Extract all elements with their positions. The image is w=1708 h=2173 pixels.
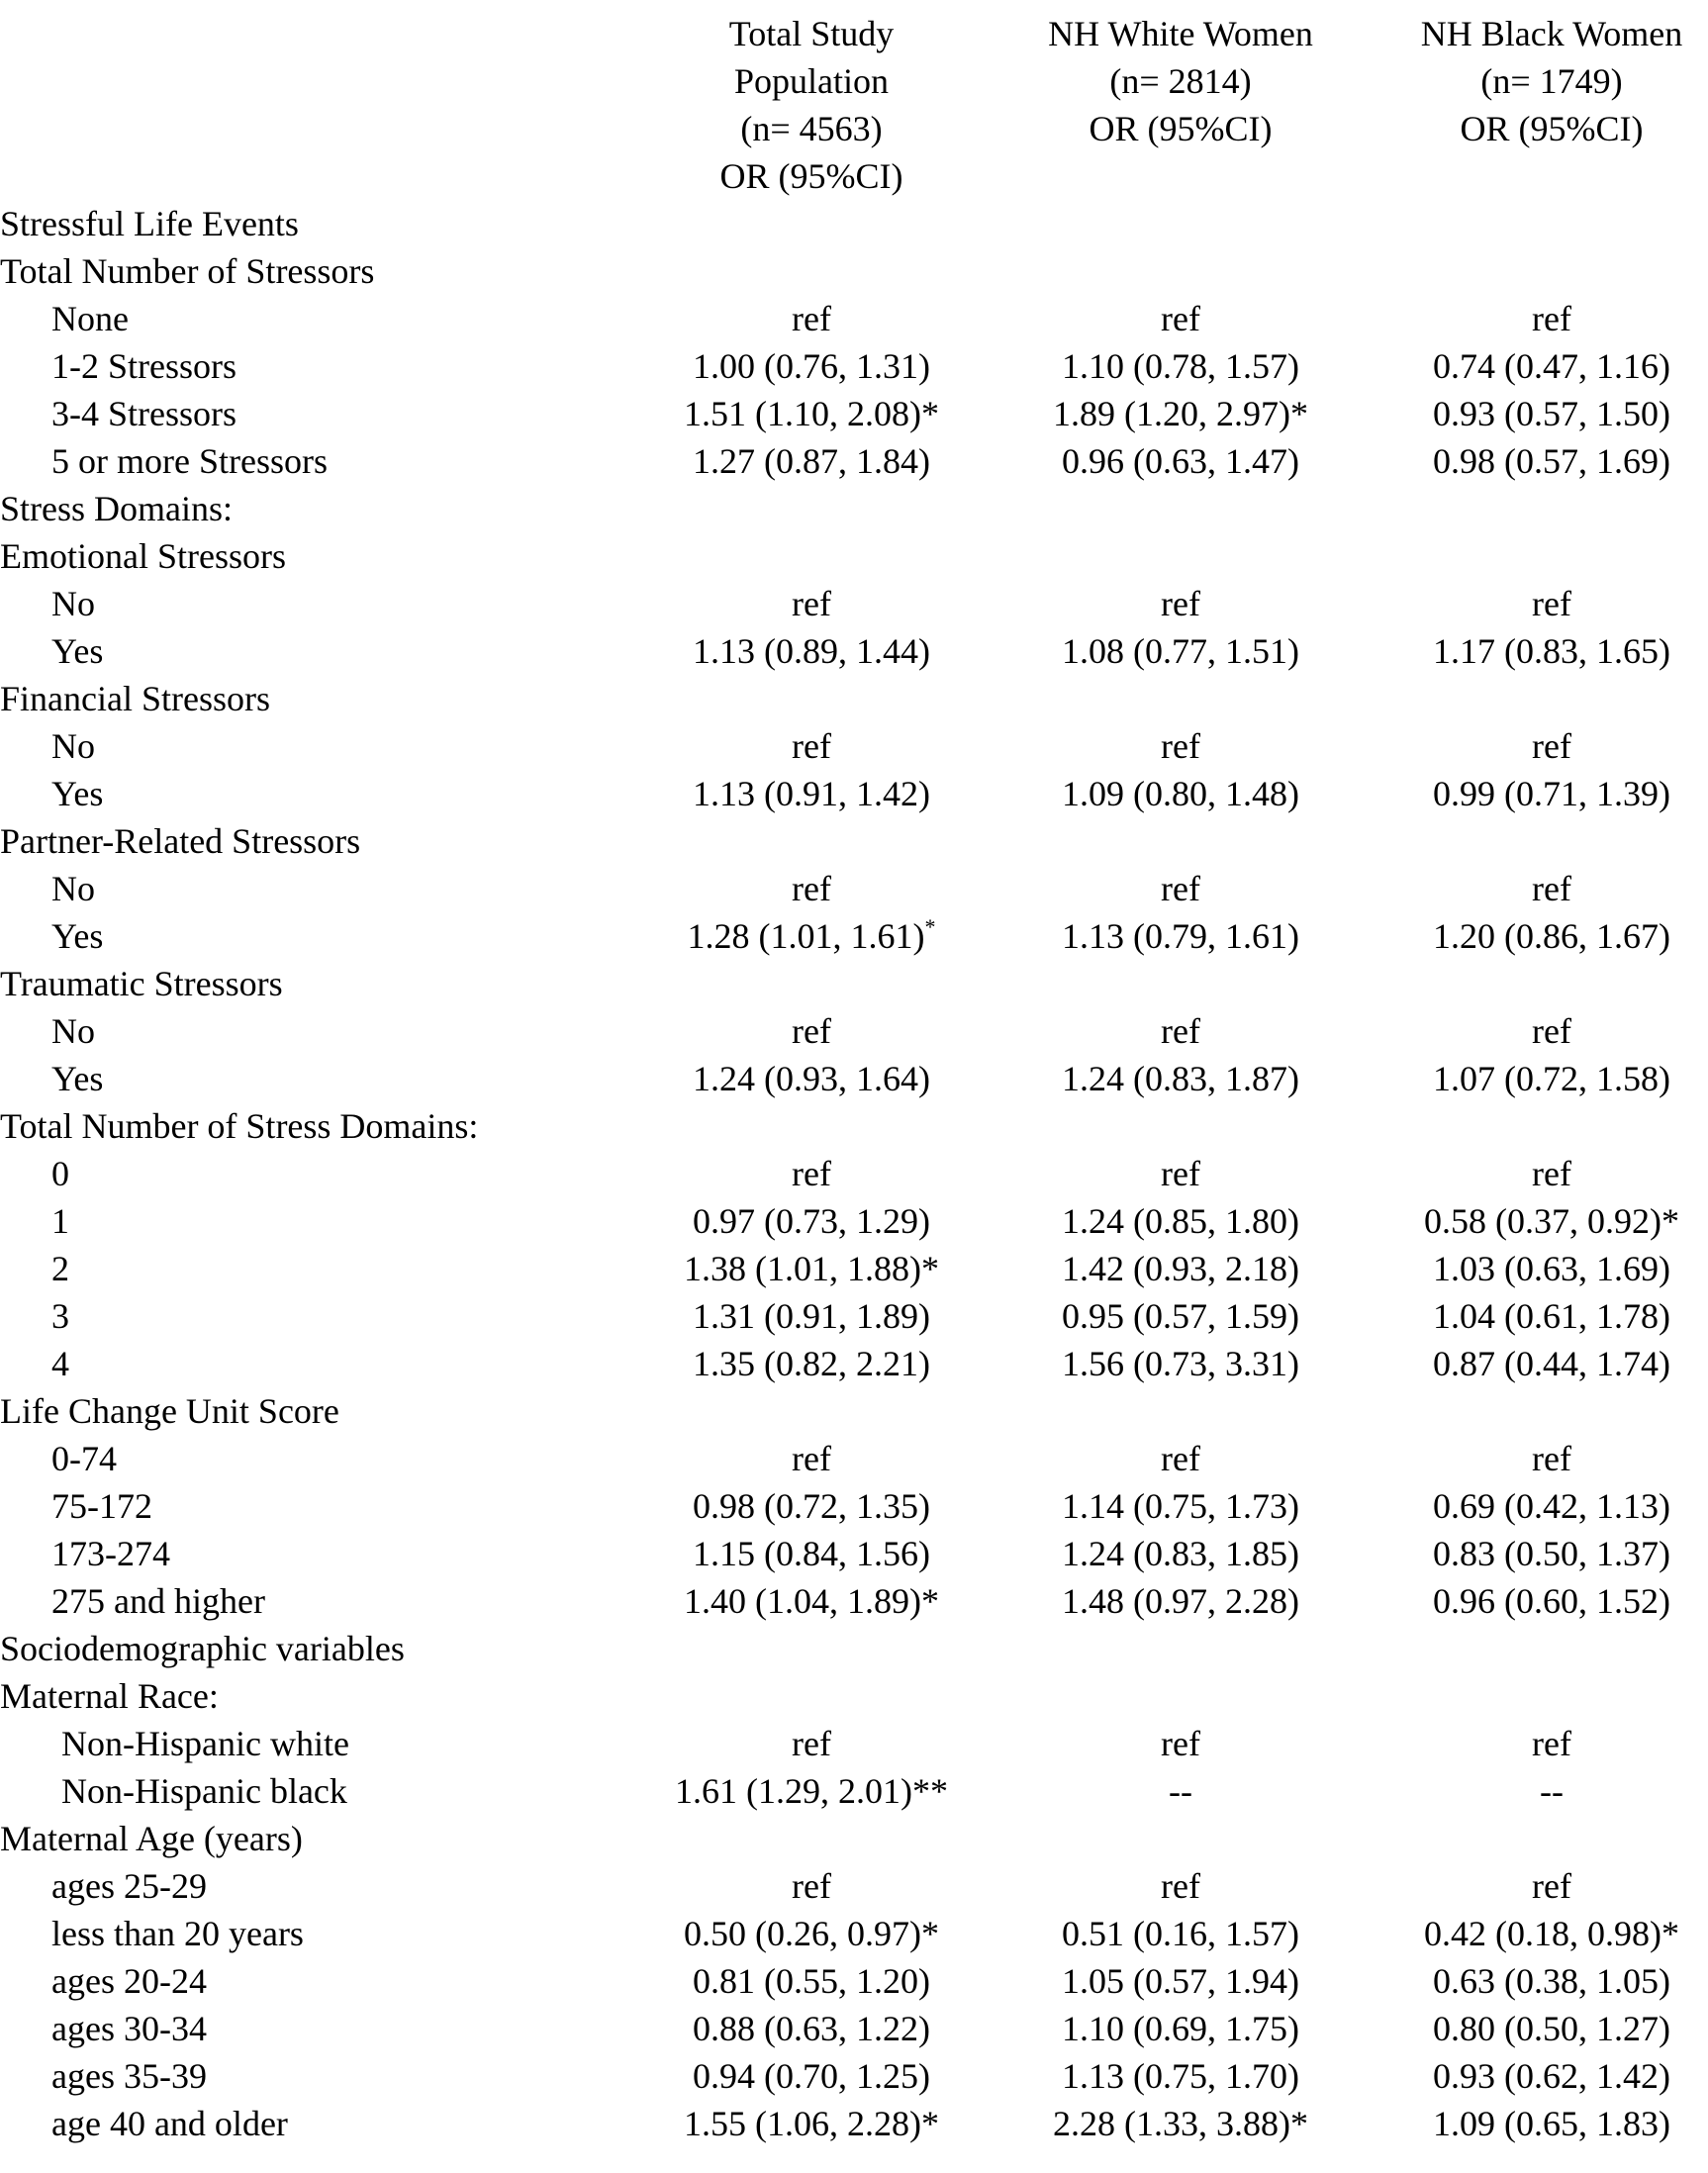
odds-ratio-text: ref xyxy=(1532,1154,1571,1193)
cell-value xyxy=(973,342,1388,390)
cell-value xyxy=(973,580,1388,627)
row-label: Stressful Life Events xyxy=(0,204,299,243)
odds-ratio-text: ref xyxy=(1532,584,1571,623)
section-heading-row xyxy=(0,532,1708,580)
odds-ratio-text: 1.08 (0.77, 1.51) xyxy=(1062,631,1299,671)
table-row xyxy=(0,1577,1708,1625)
row-label: Partner-Related Stressors xyxy=(0,821,361,861)
cell-value xyxy=(973,2005,1388,2052)
row-label: 0 xyxy=(51,1154,69,1193)
odds-ratio-text: 0.50 (0.26, 0.97)* xyxy=(684,1914,939,1953)
cell-value xyxy=(604,1577,1019,1625)
odds-ratio-text: 1.17 (0.83, 1.65) xyxy=(1433,631,1670,671)
odds-ratio-text: ref xyxy=(1161,1866,1200,1906)
odds-ratio-text: 1.24 (0.85, 1.80) xyxy=(1062,1201,1299,1241)
row-label: 3-4 Stressors xyxy=(51,394,237,433)
odds-ratio-text: ref xyxy=(792,869,831,908)
odds-ratio-text: 0.94 (0.70, 1.25) xyxy=(693,2056,930,2096)
odds-ratio-text: 0.99 (0.71, 1.39) xyxy=(1433,774,1670,813)
table-row xyxy=(0,1292,1708,1340)
cell-value xyxy=(973,1957,1388,2005)
cell-value xyxy=(604,1910,1019,1957)
row-label: Stress Domains: xyxy=(0,489,234,528)
odds-ratio-text: 1.09 (0.65, 1.83) xyxy=(1433,2104,1670,2143)
odds-ratio-text: 1.20 (0.86, 1.67) xyxy=(1433,916,1670,956)
table-row xyxy=(0,770,1708,817)
odds-ratio-text: 1.13 (0.79, 1.61) xyxy=(1062,916,1299,956)
cell-value xyxy=(973,1767,1388,1815)
cell-value xyxy=(1344,1957,1708,2005)
section-heading-row xyxy=(0,1815,1708,1862)
cell-value xyxy=(973,2052,1388,2100)
cell-value xyxy=(604,2100,1019,2147)
cell-value xyxy=(1344,437,1708,485)
cell-value xyxy=(604,1245,1019,1292)
table-row xyxy=(0,1530,1708,1577)
odds-ratio-text: 1.09 (0.80, 1.48) xyxy=(1062,774,1299,813)
odds-ratio-text: 0.51 (0.16, 1.57) xyxy=(1062,1914,1299,1953)
odds-ratio-text: 1.27 (0.87, 1.84) xyxy=(693,441,930,481)
odds-ratio-text: 0.96 (0.63, 1.47) xyxy=(1062,441,1299,481)
odds-ratio-text: 1.00 (0.76, 1.31) xyxy=(693,346,930,386)
odds-ratio-text: 1.61 (1.29, 2.01)** xyxy=(675,1771,948,1811)
row-label: age 40 and older xyxy=(51,2104,288,2143)
row-label: Financial Stressors xyxy=(0,679,270,718)
cell-value xyxy=(1344,1245,1708,1292)
odds-ratio-text: 1.07 (0.72, 1.58) xyxy=(1433,1059,1670,1098)
cell-value xyxy=(604,2052,1019,2100)
odds-ratio-text: 0.98 (0.72, 1.35) xyxy=(693,1486,930,1526)
cell-value xyxy=(1344,295,1708,342)
cell-value xyxy=(973,1577,1388,1625)
cell-value xyxy=(1344,390,1708,437)
odds-ratio-text: 1.24 (0.93, 1.64) xyxy=(693,1059,930,1098)
cell-value xyxy=(604,1150,1019,1197)
section-heading-row xyxy=(0,485,1708,532)
cell-value xyxy=(1344,1577,1708,1625)
odds-ratio-text: 1.24 (0.83, 1.87) xyxy=(1062,1059,1299,1098)
row-label: Total Number of Stressors xyxy=(0,251,375,291)
row-label: Yes xyxy=(51,631,104,671)
odds-ratio-text: ref xyxy=(792,726,831,766)
row-label: No xyxy=(51,869,95,908)
cell-value xyxy=(973,1720,1388,1767)
section-heading-row xyxy=(0,1672,1708,1720)
odds-ratio-text: ref xyxy=(792,299,831,338)
cell-value xyxy=(604,1957,1019,2005)
cell-value xyxy=(1344,627,1708,675)
odds-ratio-text: 0.81 (0.55, 1.20) xyxy=(693,1961,930,2001)
table-row xyxy=(0,865,1708,912)
table-row xyxy=(0,2005,1708,2052)
cell-value xyxy=(1344,1720,1708,1767)
row-label: No xyxy=(51,726,95,766)
odds-ratio-text: 1.10 (0.69, 1.75) xyxy=(1062,2009,1299,2048)
header-line: Population xyxy=(733,61,889,101)
odds-ratio-text: 1.13 (0.89, 1.44) xyxy=(693,631,930,671)
odds-ratio-text: 1.03 (0.63, 1.69) xyxy=(1433,1249,1670,1288)
cell-value xyxy=(1344,1435,1708,1482)
odds-ratio-text: 1.55 (1.06, 2.28)* xyxy=(684,2104,939,2143)
cell-value xyxy=(973,1482,1388,1530)
section-heading-row xyxy=(0,200,1708,247)
odds-ratio-text: 1.51 (1.10, 2.08)* xyxy=(684,394,939,433)
header-line: (n= 1749) xyxy=(1480,61,1623,101)
cell-value xyxy=(1344,2052,1708,2100)
row-label: Total Number of Stress Domains: xyxy=(0,1106,479,1146)
odds-ratio-text: 1.05 (0.57, 1.94) xyxy=(1062,1961,1299,2001)
table-row xyxy=(0,1767,1708,1815)
odds-ratio-text: 0.83 (0.50, 1.37) xyxy=(1433,1534,1670,1573)
cell-value xyxy=(973,1007,1388,1055)
column-header-nh-white xyxy=(983,10,1378,152)
cell-value xyxy=(604,912,1019,960)
odds-ratio-text: ref xyxy=(1161,1724,1200,1763)
cell-value xyxy=(604,722,1019,770)
cell-value xyxy=(973,1910,1388,1957)
table-row xyxy=(0,437,1708,485)
row-label: Maternal Race: xyxy=(0,1676,219,1716)
cell-value xyxy=(604,295,1019,342)
cell-value xyxy=(1344,580,1708,627)
cell-value xyxy=(973,1530,1388,1577)
cell-value xyxy=(973,1055,1388,1102)
header-line: Total Study xyxy=(728,14,895,53)
cell-value xyxy=(973,1862,1388,1910)
odds-ratio-text: 1.42 (0.93, 2.18) xyxy=(1062,1249,1299,1288)
odds-ratio-text: 0.95 (0.57, 1.59) xyxy=(1062,1296,1299,1336)
table-row xyxy=(0,1007,1708,1055)
odds-ratio-text: 1.28 (1.01, 1.61) xyxy=(687,916,925,956)
odds-ratio-text: 0.63 (0.38, 1.05) xyxy=(1433,1961,1670,2001)
odds-ratio-text: 0.74 (0.47, 1.16) xyxy=(1433,346,1670,386)
row-label: ages 30-34 xyxy=(51,2009,207,2048)
table-row xyxy=(0,1150,1708,1197)
odds-ratio-text: 1.56 (0.73, 3.31) xyxy=(1062,1344,1299,1383)
cell-value xyxy=(1344,1482,1708,1530)
row-label: No xyxy=(51,584,95,623)
cell-value xyxy=(1344,770,1708,817)
odds-ratio-text: 0.88 (0.63, 1.22) xyxy=(693,2009,930,2048)
table-row xyxy=(0,1720,1708,1767)
odds-ratio-text: 0.87 (0.44, 1.74) xyxy=(1433,1344,1670,1383)
odds-ratio-text: -- xyxy=(1169,1771,1192,1811)
significance-marker: * xyxy=(924,914,936,939)
row-label: None xyxy=(51,299,129,338)
odds-ratio-text: 0.42 (0.18, 0.98)* xyxy=(1424,1914,1679,1953)
header-line: NH White Women xyxy=(1048,14,1313,53)
row-label: 0-74 xyxy=(51,1439,117,1478)
cell-value xyxy=(1344,2100,1708,2147)
cell-value xyxy=(604,390,1019,437)
table-row xyxy=(0,1197,1708,1245)
odds-ratio-text: 1.13 (0.91, 1.42) xyxy=(693,774,930,813)
header-line: (n= 2814) xyxy=(1109,61,1252,101)
column-header-total xyxy=(614,10,1009,200)
cell-value xyxy=(973,1292,1388,1340)
row-label: 2 xyxy=(51,1249,69,1288)
header-line: OR (95%CI) xyxy=(1089,109,1273,148)
odds-ratio-text: 0.80 (0.50, 1.27) xyxy=(1433,2009,1670,2048)
row-label: Non-Hispanic white xyxy=(61,1724,349,1763)
odds-ratio-text: ref xyxy=(1532,299,1571,338)
odds-ratio-text: ref xyxy=(1161,299,1200,338)
row-label: Life Change Unit Score xyxy=(0,1391,339,1431)
row-label: Yes xyxy=(51,916,104,956)
table-row xyxy=(0,1435,1708,1482)
cell-value xyxy=(604,627,1019,675)
cell-value xyxy=(1344,1340,1708,1387)
row-label: ages 25-29 xyxy=(51,1866,207,1906)
cell-value xyxy=(1344,1862,1708,1910)
row-label: 75-172 xyxy=(51,1486,152,1526)
cell-value xyxy=(1344,1150,1708,1197)
cell-value xyxy=(973,1197,1388,1245)
cell-value xyxy=(604,1720,1019,1767)
row-label: Non-Hispanic black xyxy=(61,1771,347,1811)
cell-value xyxy=(604,1767,1019,1815)
odds-ratio-text: ref xyxy=(792,584,831,623)
cell-value xyxy=(1344,722,1708,770)
cell-value xyxy=(604,1292,1019,1340)
cell-value xyxy=(1344,1530,1708,1577)
odds-ratio-text: 0.58 (0.37, 0.92)* xyxy=(1424,1201,1679,1241)
odds-ratio-text: 1.35 (0.82, 2.21) xyxy=(693,1344,930,1383)
table-row xyxy=(0,342,1708,390)
row-label: 275 and higher xyxy=(51,1581,265,1621)
row-label: Yes xyxy=(51,1059,104,1098)
cell-value xyxy=(973,2100,1388,2147)
table-row xyxy=(0,1862,1708,1910)
odds-ratio-text: ref xyxy=(1161,1011,1200,1051)
odds-ratio-text: 0.98 (0.57, 1.69) xyxy=(1433,441,1670,481)
cell-value xyxy=(604,1197,1019,1245)
odds-ratio-text: 1.48 (0.97, 2.28) xyxy=(1062,1581,1299,1621)
odds-ratio-text: 1.31 (0.91, 1.89) xyxy=(693,1296,930,1336)
odds-ratio-text: ref xyxy=(1532,1011,1571,1051)
row-label: Maternal Age (years) xyxy=(0,1819,303,1858)
row-label: Sociodemographic variables xyxy=(0,1629,405,1668)
cell-value xyxy=(1344,912,1708,960)
odds-ratio-text: 0.93 (0.57, 1.50) xyxy=(1433,394,1670,433)
table-row xyxy=(0,1482,1708,1530)
table-row xyxy=(0,722,1708,770)
odds-ratio-text: ref xyxy=(1532,869,1571,908)
cell-value xyxy=(604,1340,1019,1387)
odds-ratio-text: ref xyxy=(792,1724,831,1763)
odds-ratio-text: 1.04 (0.61, 1.78) xyxy=(1433,1296,1670,1336)
section-heading-row xyxy=(0,675,1708,722)
row-label: 173-274 xyxy=(51,1534,170,1573)
column-header-nh-black xyxy=(1354,10,1708,152)
cell-value xyxy=(604,342,1019,390)
odds-ratio-table xyxy=(0,200,1708,2147)
header-line: NH Black Women xyxy=(1420,14,1683,53)
cell-value xyxy=(973,770,1388,817)
table-row xyxy=(0,390,1708,437)
cell-value xyxy=(1344,865,1708,912)
table-row xyxy=(0,580,1708,627)
cell-value xyxy=(604,1007,1019,1055)
odds-ratio-text: 1.15 (0.84, 1.56) xyxy=(693,1534,930,1573)
section-heading-row xyxy=(0,1625,1708,1672)
table-row xyxy=(0,1910,1708,1957)
odds-ratio-text: 1.14 (0.75, 1.73) xyxy=(1062,1486,1299,1526)
row-label: ages 35-39 xyxy=(51,2056,207,2096)
odds-ratio-text: ref xyxy=(1532,1439,1571,1478)
odds-ratio-text: 0.69 (0.42, 1.13) xyxy=(1433,1486,1670,1526)
table-row xyxy=(0,1245,1708,1292)
odds-ratio-text: 1.13 (0.75, 1.70) xyxy=(1062,2056,1299,2096)
table-row xyxy=(0,627,1708,675)
row-label: Traumatic Stressors xyxy=(0,964,283,1003)
cell-value xyxy=(973,390,1388,437)
cell-value xyxy=(973,295,1388,342)
odds-ratio-text: 0.97 (0.73, 1.29) xyxy=(693,1201,930,1241)
odds-ratio-text: ref xyxy=(1161,1154,1200,1193)
section-heading-row xyxy=(0,817,1708,865)
cell-value xyxy=(973,437,1388,485)
cell-value xyxy=(973,1435,1388,1482)
cell-value xyxy=(604,437,1019,485)
header-line: (n= 4563) xyxy=(740,109,883,148)
odds-ratio-text: ref xyxy=(792,1439,831,1478)
odds-ratio-text: ref xyxy=(792,1154,831,1193)
odds-ratio-text: ref xyxy=(1532,726,1571,766)
cell-value xyxy=(1344,342,1708,390)
table-row xyxy=(0,1340,1708,1387)
cell-value xyxy=(1344,1767,1708,1815)
odds-ratio-text: 1.38 (1.01, 1.88)* xyxy=(684,1249,939,1288)
table-row xyxy=(0,912,1708,960)
row-label: 5 or more Stressors xyxy=(51,441,328,481)
odds-ratio-text: ref xyxy=(1161,726,1200,766)
row-label: ages 20-24 xyxy=(51,1961,207,2001)
odds-ratio-text: 2.28 (1.33, 3.88)* xyxy=(1053,2104,1308,2143)
cell-value xyxy=(973,1150,1388,1197)
odds-ratio-text: ref xyxy=(1161,869,1200,908)
row-label: 3 xyxy=(51,1296,69,1336)
cell-value xyxy=(973,722,1388,770)
cell-value xyxy=(973,1340,1388,1387)
section-heading-row xyxy=(0,960,1708,1007)
table-row xyxy=(0,295,1708,342)
row-label: 4 xyxy=(51,1344,69,1383)
table-row xyxy=(0,1055,1708,1102)
row-label: 1 xyxy=(51,1201,69,1241)
row-label: Yes xyxy=(51,774,104,813)
cell-value xyxy=(1344,1007,1708,1055)
odds-ratio-text: ref xyxy=(1532,1724,1571,1763)
odds-ratio-text: 1.24 (0.83, 1.85) xyxy=(1062,1534,1299,1573)
cell-value xyxy=(1344,1197,1708,1245)
section-heading-row xyxy=(0,1387,1708,1435)
odds-ratio-text: 1.10 (0.78, 1.57) xyxy=(1062,346,1299,386)
row-label: 1-2 Stressors xyxy=(51,346,237,386)
odds-ratio-text: ref xyxy=(792,1866,831,1906)
section-heading-row xyxy=(0,1102,1708,1150)
table-row xyxy=(0,2100,1708,2147)
header-line: OR (95%CI) xyxy=(719,156,903,196)
cell-value xyxy=(604,1482,1019,1530)
cell-value xyxy=(973,865,1388,912)
odds-ratio-text: ref xyxy=(1161,584,1200,623)
cell-value xyxy=(1344,1910,1708,1957)
cell-value xyxy=(604,1530,1019,1577)
odds-ratio-text: ref xyxy=(1532,1866,1571,1906)
cell-value xyxy=(604,1435,1019,1482)
header-line: OR (95%CI) xyxy=(1460,109,1644,148)
odds-ratio-text: 0.93 (0.62, 1.42) xyxy=(1433,2056,1670,2096)
cell-value xyxy=(604,865,1019,912)
cell-value xyxy=(973,627,1388,675)
cell-value xyxy=(1344,1055,1708,1102)
cell-value xyxy=(973,1245,1388,1292)
odds-ratio-text: 1.89 (1.20, 2.97)* xyxy=(1053,394,1308,433)
cell-value xyxy=(973,912,1388,960)
row-label: Emotional Stressors xyxy=(0,536,286,576)
section-heading-row xyxy=(0,247,1708,295)
cell-value xyxy=(1344,2005,1708,2052)
cell-value xyxy=(604,770,1019,817)
odds-ratio-text: ref xyxy=(1161,1439,1200,1478)
cell-value xyxy=(604,580,1019,627)
cell-value xyxy=(604,1862,1019,1910)
odds-ratio-text: ref xyxy=(792,1011,831,1051)
odds-ratio-text: -- xyxy=(1540,1771,1564,1811)
table-row xyxy=(0,1957,1708,2005)
cell-value xyxy=(604,1055,1019,1102)
cell-value xyxy=(604,2005,1019,2052)
odds-ratio-text: 0.96 (0.60, 1.52) xyxy=(1433,1581,1670,1621)
row-label: less than 20 years xyxy=(51,1914,304,1953)
row-label: No xyxy=(51,1011,95,1051)
odds-ratio-text: 1.40 (1.04, 1.89)* xyxy=(684,1581,939,1621)
cell-value xyxy=(1344,1292,1708,1340)
table-row xyxy=(0,2052,1708,2100)
